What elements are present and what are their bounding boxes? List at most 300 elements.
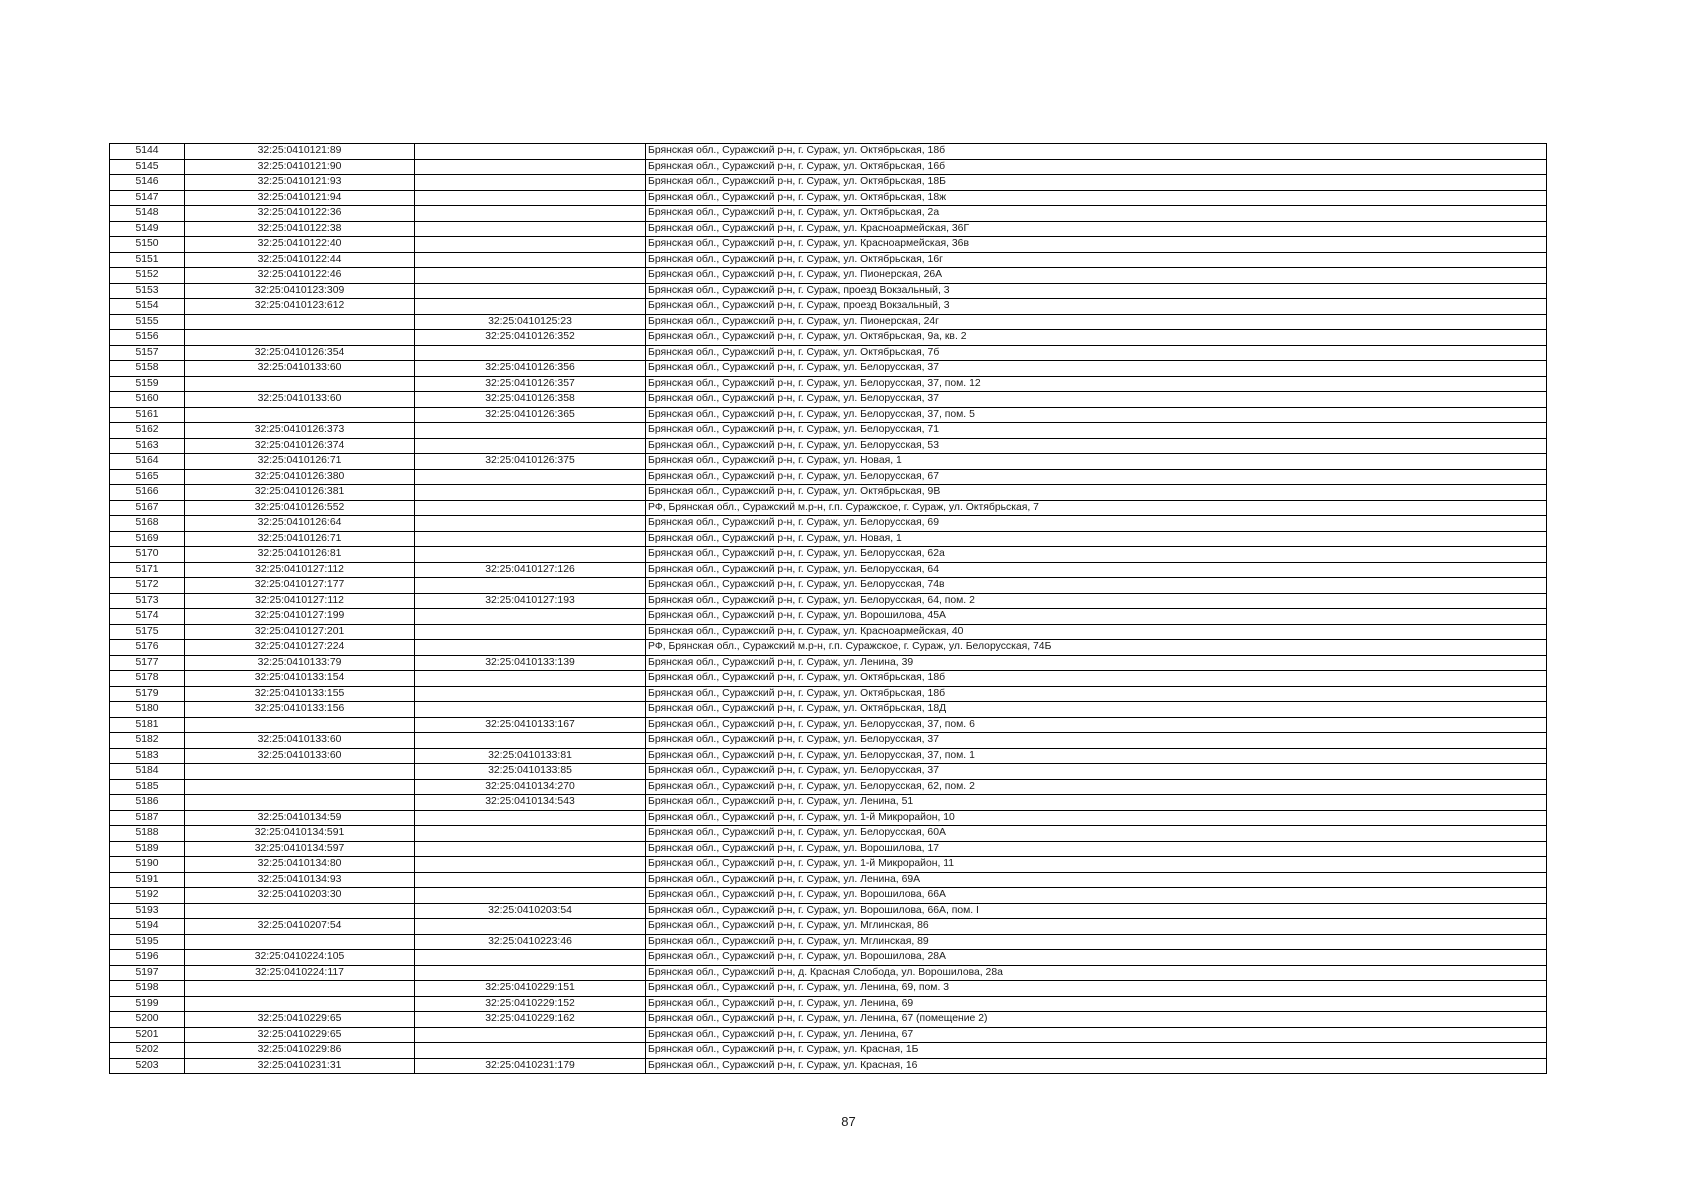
cadastral-number-cell: 32:25:0410126:81 [185, 547, 415, 563]
related-cadastral-number-cell: 32:25:0410127:126 [415, 562, 646, 578]
row-number-cell: 5196 [110, 950, 185, 966]
table-row [110, 981, 1547, 997]
row-number-cell: 5175 [110, 624, 185, 640]
related-cadastral-number-cell [415, 686, 646, 702]
table-row [110, 919, 1547, 935]
related-cadastral-number-cell [415, 159, 646, 175]
row-number-cell: 5156 [110, 330, 185, 346]
table-row [110, 624, 1547, 640]
table-body [110, 144, 1547, 1074]
address-cell: Брянская обл., Суражский р-н, г. Сураж, ул. 1-й Микрорайон, 11 [646, 857, 1547, 873]
cadastral-number-cell [185, 314, 415, 330]
related-cadastral-number-cell [415, 345, 646, 361]
table-row [110, 764, 1547, 780]
row-number-cell: 5182 [110, 733, 185, 749]
related-cadastral-number-cell [415, 516, 646, 532]
cadastral-number-cell: 32:25:0410126:71 [185, 454, 415, 470]
cadastral-number-cell: 32:25:0410134:80 [185, 857, 415, 873]
address-cell: Брянская обл., Суражский р-н, г. Сураж, ул. Октябрьская, 2а [646, 206, 1547, 222]
table-row [110, 965, 1547, 981]
related-cadastral-number-cell [415, 872, 646, 888]
related-cadastral-number-cell [415, 175, 646, 191]
related-cadastral-number-cell: 32:25:0410229:151 [415, 981, 646, 997]
table-row [110, 903, 1547, 919]
related-cadastral-number-cell [415, 500, 646, 516]
address-cell: Брянская обл., Суражский р-н, г. Сураж, ул. Белорусская, 64, пом. 2 [646, 593, 1547, 609]
cadastral-number-cell: 32:25:0410133:60 [185, 392, 415, 408]
row-number-cell: 5163 [110, 438, 185, 454]
row-number-cell: 5187 [110, 810, 185, 826]
related-cadastral-number-cell [415, 810, 646, 826]
table-row [110, 485, 1547, 501]
table-row [110, 779, 1547, 795]
address-cell: Брянская обл., Суражский р-н, г. Сураж, ул. Белорусская, 74в [646, 578, 1547, 594]
related-cadastral-number-cell [415, 268, 646, 284]
row-number-cell: 5198 [110, 981, 185, 997]
related-cadastral-number-cell [415, 950, 646, 966]
cadastral-number-cell: 32:25:0410127:224 [185, 640, 415, 656]
row-number-cell: 5177 [110, 655, 185, 671]
related-cadastral-number-cell: 32:25:0410134:270 [415, 779, 646, 795]
address-cell: Брянская обл., Суражский р-н, г. Сураж, ул. Пионерская, 26А [646, 268, 1547, 284]
related-cadastral-number-cell [415, 438, 646, 454]
related-cadastral-number-cell [415, 965, 646, 981]
related-cadastral-number-cell [415, 252, 646, 268]
cadastral-number-cell: 32:25:0410203:30 [185, 888, 415, 904]
related-cadastral-number-cell: 32:25:0410126:352 [415, 330, 646, 346]
address-cell: Брянская обл., Суражский р-н, г. Сураж, ул. Красноармейская, 36в [646, 237, 1547, 253]
row-number-cell: 5173 [110, 593, 185, 609]
related-cadastral-number-cell [415, 469, 646, 485]
table-row [110, 888, 1547, 904]
cadastral-number-cell [185, 795, 415, 811]
address-cell: Брянская обл., Суражский р-н, г. Сураж, ул. Новая, 1 [646, 454, 1547, 470]
cadastral-number-cell: 32:25:0410126:380 [185, 469, 415, 485]
cadastral-number-cell: 32:25:0410231:31 [185, 1058, 415, 1074]
related-cadastral-number-cell [415, 640, 646, 656]
address-cell: Брянская обл., Суражский р-н, г. Сураж, ул. Белорусская, 67 [646, 469, 1547, 485]
table-row [110, 531, 1547, 547]
row-number-cell: 5164 [110, 454, 185, 470]
row-number-cell: 5162 [110, 423, 185, 439]
cadastral-number-cell [185, 330, 415, 346]
cadastral-number-cell [185, 779, 415, 795]
cadastral-number-cell: 32:25:0410133:156 [185, 702, 415, 718]
address-cell: Брянская обл., Суражский р-н, г. Сураж, ул. Белорусская, 60А [646, 826, 1547, 842]
table-row [110, 392, 1547, 408]
address-cell: Брянская обл., Суражский р-н, г. Сураж, ул. Октябрьская, 16г [646, 252, 1547, 268]
row-number-cell: 5148 [110, 206, 185, 222]
row-number-cell: 5150 [110, 237, 185, 253]
row-number-cell: 5174 [110, 609, 185, 625]
cadastral-number-cell: 32:25:0410121:90 [185, 159, 415, 175]
row-number-cell: 5151 [110, 252, 185, 268]
table-row [110, 252, 1547, 268]
address-cell: Брянская обл., Суражский р-н, г. Сураж, ул. Ленина, 69А [646, 872, 1547, 888]
address-cell: Брянская обл., Суражский р-н, г. Сураж, ул. Ленина, 69, пом. 3 [646, 981, 1547, 997]
cadastral-number-cell: 32:25:0410224:117 [185, 965, 415, 981]
related-cadastral-number-cell [415, 531, 646, 547]
cadastral-number-cell [185, 407, 415, 423]
table-row [110, 934, 1547, 950]
address-cell: Брянская обл., Суражский р-н, г. Сураж, ул. Октябрьская, 16б [646, 159, 1547, 175]
address-cell: Брянская обл., Суражский р-н, г. Сураж, ул. Октябрьская, 9В [646, 485, 1547, 501]
row-number-cell: 5170 [110, 547, 185, 563]
cadastral-number-cell: 32:25:0410133:155 [185, 686, 415, 702]
related-cadastral-number-cell: 32:25:0410229:162 [415, 1012, 646, 1028]
page-number: 87 [841, 1114, 856, 1129]
address-cell: Брянская обл., Суражский р-н, г. Сураж, ул. Белорусская, 71 [646, 423, 1547, 439]
table-row [110, 841, 1547, 857]
related-cadastral-number-cell [415, 578, 646, 594]
address-cell: Брянская обл., Суражский р-н, г. Сураж, ул. Красная, 1Б [646, 1043, 1547, 1059]
row-number-cell: 5191 [110, 872, 185, 888]
address-cell: Брянская обл., Суражский р-н, г. Сураж, ул. Красная, 16 [646, 1058, 1547, 1074]
table-row [110, 299, 1547, 315]
address-cell: Брянская обл., Суражский р-н, г. Сураж, ул. Ленина, 67 [646, 1027, 1547, 1043]
table-row [110, 454, 1547, 470]
related-cadastral-number-cell [415, 547, 646, 563]
cadastral-number-cell: 32:25:0410133:60 [185, 733, 415, 749]
related-cadastral-number-cell [415, 485, 646, 501]
address-cell: Брянская обл., Суражский р-н, г. Сураж, ул. Ворошилова, 28А [646, 950, 1547, 966]
address-cell: Брянская обл., Суражский р-н, г. Сураж, ул. Ворошилова, 66А [646, 888, 1547, 904]
address-cell: Брянская обл., Суражский р-н, г. Сураж, ул. Белорусская, 64 [646, 562, 1547, 578]
address-cell: Брянская обл., Суражский р-н, г. Сураж, ул. Октябрьская, 18Д [646, 702, 1547, 718]
related-cadastral-number-cell [415, 841, 646, 857]
address-cell: Брянская обл., Суражский р-н, г. Сураж, ул. Мглинская, 86 [646, 919, 1547, 935]
row-number-cell: 5166 [110, 485, 185, 501]
address-cell: Брянская обл., Суражский р-н, г. Сураж, ул. Белорусская, 37 [646, 361, 1547, 377]
cadastral-number-cell: 32:25:0410224:105 [185, 950, 415, 966]
row-number-cell: 5147 [110, 190, 185, 206]
table-row [110, 1012, 1547, 1028]
row-number-cell: 5193 [110, 903, 185, 919]
related-cadastral-number-cell [415, 299, 646, 315]
table-row [110, 175, 1547, 191]
cadastral-number-cell: 32:25:0410134:59 [185, 810, 415, 826]
related-cadastral-number-cell: 32:25:0410125:23 [415, 314, 646, 330]
table-row [110, 996, 1547, 1012]
related-cadastral-number-cell [415, 423, 646, 439]
row-number-cell: 5176 [110, 640, 185, 656]
address-cell: Брянская обл., Суражский р-н, г. Сураж, ул. Новая, 1 [646, 531, 1547, 547]
related-cadastral-number-cell [415, 144, 646, 160]
cadastral-number-cell: 32:25:0410122:36 [185, 206, 415, 222]
address-cell: Брянская обл., Суражский р-н, г. Сураж, ул. Красноармейская, 40 [646, 624, 1547, 640]
address-cell: РФ, Брянская обл., Суражский м.р-н, г.п. Суражское, г. Сураж, ул. Октябрьская, 7 [646, 500, 1547, 516]
address-cell: Брянская обл., Суражский р-н, г. Сураж, ул. Октябрьская, 9а, кв. 2 [646, 330, 1547, 346]
cadastral-number-cell: 32:25:0410127:199 [185, 609, 415, 625]
related-cadastral-number-cell: 32:25:0410133:167 [415, 717, 646, 733]
row-number-cell: 5149 [110, 221, 185, 237]
table-row [110, 1043, 1547, 1059]
related-cadastral-number-cell: 32:25:0410133:81 [415, 748, 646, 764]
table-row [110, 702, 1547, 718]
cadastral-number-cell: 32:25:0410123:612 [185, 299, 415, 315]
table-row [110, 810, 1547, 826]
row-number-cell: 5202 [110, 1043, 185, 1059]
address-cell: Брянская обл., Суражский р-н, г. Сураж, ул. Ленина, 39 [646, 655, 1547, 671]
row-number-cell: 5185 [110, 779, 185, 795]
row-number-cell: 5144 [110, 144, 185, 160]
row-number-cell: 5194 [110, 919, 185, 935]
related-cadastral-number-cell [415, 857, 646, 873]
cadastral-number-cell: 32:25:0410122:44 [185, 252, 415, 268]
related-cadastral-number-cell [415, 221, 646, 237]
cadastral-number-cell: 32:25:0410126:374 [185, 438, 415, 454]
related-cadastral-number-cell [415, 609, 646, 625]
table-row [110, 283, 1547, 299]
address-cell: Брянская обл., Суражский р-н, г. Сураж, ул. Белорусская, 37, пом. 12 [646, 376, 1547, 392]
cadastral-number-cell: 32:25:0410126:71 [185, 531, 415, 547]
related-cadastral-number-cell: 32:25:0410134:543 [415, 795, 646, 811]
table-row [110, 717, 1547, 733]
cadastral-number-cell: 32:25:0410133:60 [185, 748, 415, 764]
related-cadastral-number-cell [415, 733, 646, 749]
cadastral-number-cell: 32:25:0410127:201 [185, 624, 415, 640]
address-cell: Брянская обл., Суражский р-н, г. Сураж, ул. 1-й Микрорайон, 10 [646, 810, 1547, 826]
row-number-cell: 5169 [110, 531, 185, 547]
related-cadastral-number-cell: 32:25:0410126:365 [415, 407, 646, 423]
cadastral-number-cell: 32:25:0410207:54 [185, 919, 415, 935]
related-cadastral-number-cell [415, 826, 646, 842]
address-cell: Брянская обл., Суражский р-н, г. Сураж, ул. Октябрьская, 18б [646, 686, 1547, 702]
table-row [110, 609, 1547, 625]
row-number-cell: 5195 [110, 934, 185, 950]
table-row [110, 407, 1547, 423]
row-number-cell: 5171 [110, 562, 185, 578]
cadastral-number-cell: 32:25:0410134:597 [185, 841, 415, 857]
related-cadastral-number-cell: 32:25:0410126:357 [415, 376, 646, 392]
property-register-table [109, 143, 1547, 1074]
cadastral-number-cell: 32:25:0410122:38 [185, 221, 415, 237]
row-number-cell: 5201 [110, 1027, 185, 1043]
cadastral-number-cell: 32:25:0410229:65 [185, 1027, 415, 1043]
related-cadastral-number-cell [415, 190, 646, 206]
address-cell: Брянская обл., Суражский р-н, г. Сураж, ул. Ворошилова, 45А [646, 609, 1547, 625]
address-cell: Брянская обл., Суражский р-н, г. Сураж, ул. Мглинская, 89 [646, 934, 1547, 950]
address-cell: Брянская обл., Суражский р-н, г. Сураж, ул. Белорусская, 37, пом. 5 [646, 407, 1547, 423]
related-cadastral-number-cell [415, 624, 646, 640]
row-number-cell: 5203 [110, 1058, 185, 1074]
table-row [110, 640, 1547, 656]
related-cadastral-number-cell [415, 1043, 646, 1059]
table-row [110, 500, 1547, 516]
row-number-cell: 5161 [110, 407, 185, 423]
cadastral-number-cell: 32:25:0410134:591 [185, 826, 415, 842]
table-row [110, 1027, 1547, 1043]
row-number-cell: 5160 [110, 392, 185, 408]
address-cell: Брянская обл., Суражский р-н, г. Сураж, ул. Белорусская, 53 [646, 438, 1547, 454]
table-row [110, 593, 1547, 609]
cadastral-number-cell: 32:25:0410133:154 [185, 671, 415, 687]
related-cadastral-number-cell: 32:25:0410223:46 [415, 934, 646, 950]
related-cadastral-number-cell: 32:25:0410126:375 [415, 454, 646, 470]
table-row [110, 547, 1547, 563]
cadastral-number-cell: 32:25:0410126:552 [185, 500, 415, 516]
related-cadastral-number-cell [415, 702, 646, 718]
address-cell: Брянская обл., Суражский р-н, г. Сураж, ул. Октябрьская, 7б [646, 345, 1547, 361]
cadastral-number-cell: 32:25:0410126:373 [185, 423, 415, 439]
table-row [110, 268, 1547, 284]
row-number-cell: 5188 [110, 826, 185, 842]
address-cell: Брянская обл., Суражский р-н, г. Сураж, ул. Ленина, 67 (помещение 2) [646, 1012, 1547, 1028]
row-number-cell: 5189 [110, 841, 185, 857]
address-cell: Брянская обл., Суражский р-н, г. Сураж, ул. Белорусская, 37 [646, 392, 1547, 408]
cadastral-number-cell [185, 981, 415, 997]
table-row [110, 190, 1547, 206]
address-cell: Брянская обл., Суражский р-н, г. Сураж, ул. Белорусская, 62, пом. 2 [646, 779, 1547, 795]
cadastral-number-cell [185, 996, 415, 1012]
cadastral-number-cell: 32:25:0410121:89 [185, 144, 415, 160]
cadastral-number-cell: 32:25:0410122:46 [185, 268, 415, 284]
cadastral-number-cell: 32:25:0410126:64 [185, 516, 415, 532]
row-number-cell: 5159 [110, 376, 185, 392]
cadastral-number-cell: 32:25:0410126:381 [185, 485, 415, 501]
table-row [110, 438, 1547, 454]
address-cell: Брянская обл., Суражский р-н, г. Сураж, ул. Белорусская, 69 [646, 516, 1547, 532]
cadastral-number-cell: 32:25:0410121:93 [185, 175, 415, 191]
table-row [110, 221, 1547, 237]
address-cell: Брянская обл., Суражский р-н, г. Сураж, ул. Пионерская, 24г [646, 314, 1547, 330]
cadastral-number-cell: 32:25:0410127:177 [185, 578, 415, 594]
row-number-cell: 5199 [110, 996, 185, 1012]
table-row [110, 826, 1547, 842]
related-cadastral-number-cell: 32:25:0410229:152 [415, 996, 646, 1012]
row-number-cell: 5165 [110, 469, 185, 485]
row-number-cell: 5168 [110, 516, 185, 532]
row-number-cell: 5197 [110, 965, 185, 981]
related-cadastral-number-cell: 32:25:0410133:85 [415, 764, 646, 780]
cadastral-number-cell: 32:25:0410133:60 [185, 361, 415, 377]
cadastral-number-cell [185, 717, 415, 733]
row-number-cell: 5157 [110, 345, 185, 361]
row-number-cell: 5180 [110, 702, 185, 718]
row-number-cell: 5146 [110, 175, 185, 191]
table-row [110, 237, 1547, 253]
table-row [110, 345, 1547, 361]
related-cadastral-number-cell: 32:25:0410231:179 [415, 1058, 646, 1074]
address-cell: Брянская обл., Суражский р-н, г. Сураж, ул. Белорусская, 37 [646, 733, 1547, 749]
related-cadastral-number-cell: 32:25:0410133:139 [415, 655, 646, 671]
address-cell: Брянская обл., Суражский р-н, д. Красная Слобода, ул. Ворошилова, 28а [646, 965, 1547, 981]
cadastral-number-cell: 32:25:0410121:94 [185, 190, 415, 206]
address-cell: Брянская обл., Суражский р-н, г. Сураж, ул. Ворошилова, 17 [646, 841, 1547, 857]
cadastral-number-cell: 32:25:0410123:309 [185, 283, 415, 299]
table-row [110, 795, 1547, 811]
address-cell: Брянская обл., Суражский р-н, г. Сураж, ул. Ворошилова, 66А, пом. I [646, 903, 1547, 919]
table-row [110, 144, 1547, 160]
cadastral-number-cell: 32:25:0410134:93 [185, 872, 415, 888]
address-cell: Брянская обл., Суражский р-н, г. Сураж, ул. Белорусская, 62а [646, 547, 1547, 563]
address-cell: Брянская обл., Суражский р-н, г. Сураж, ул. Октябрьская, 18Б [646, 175, 1547, 191]
row-number-cell: 5178 [110, 671, 185, 687]
related-cadastral-number-cell [415, 888, 646, 904]
table-row [110, 671, 1547, 687]
related-cadastral-number-cell [415, 206, 646, 222]
table-row [110, 655, 1547, 671]
address-cell: Брянская обл., Суражский р-н, г. Сураж, ул. Белорусская, 37 [646, 764, 1547, 780]
row-number-cell: 5183 [110, 748, 185, 764]
address-cell: РФ, Брянская обл., Суражский м.р-н, г.п. Суражское, г. Сураж, ул. Белорусская, 74Б [646, 640, 1547, 656]
row-number-cell: 5186 [110, 795, 185, 811]
table-row [110, 1058, 1547, 1074]
table-row [110, 330, 1547, 346]
row-number-cell: 5152 [110, 268, 185, 284]
table-row [110, 423, 1547, 439]
cadastral-number-cell: 32:25:0410127:112 [185, 562, 415, 578]
row-number-cell: 5167 [110, 500, 185, 516]
related-cadastral-number-cell [415, 283, 646, 299]
table-row [110, 562, 1547, 578]
related-cadastral-number-cell [415, 919, 646, 935]
row-number-cell: 5190 [110, 857, 185, 873]
row-number-cell: 5192 [110, 888, 185, 904]
address-cell: Брянская обл., Суражский р-н, г. Сураж, ул. Красноармейская, 36Г [646, 221, 1547, 237]
address-cell: Брянская обл., Суражский р-н, г. Сураж, ул. Октябрьская, 18б [646, 144, 1547, 160]
related-cadastral-number-cell: 32:25:0410127:193 [415, 593, 646, 609]
table-row [110, 159, 1547, 175]
related-cadastral-number-cell [415, 1027, 646, 1043]
row-number-cell: 5184 [110, 764, 185, 780]
address-cell: Брянская обл., Суражский р-н, г. Сураж, ул. Ленина, 51 [646, 795, 1547, 811]
table-row [110, 516, 1547, 532]
table-row [110, 733, 1547, 749]
row-number-cell: 5158 [110, 361, 185, 377]
related-cadastral-number-cell [415, 671, 646, 687]
table-row [110, 361, 1547, 377]
row-number-cell: 5181 [110, 717, 185, 733]
table-row [110, 376, 1547, 392]
row-number-cell: 5200 [110, 1012, 185, 1028]
table-row [110, 686, 1547, 702]
cadastral-number-cell: 32:25:0410126:354 [185, 345, 415, 361]
table-row [110, 872, 1547, 888]
row-number-cell: 5155 [110, 314, 185, 330]
address-cell: Брянская обл., Суражский р-н, г. Сураж, ул. Октябрьская, 18б [646, 671, 1547, 687]
table-row [110, 314, 1547, 330]
cadastral-number-cell [185, 903, 415, 919]
table-row [110, 578, 1547, 594]
row-number-cell: 5179 [110, 686, 185, 702]
cadastral-number-cell: 32:25:0410229:65 [185, 1012, 415, 1028]
related-cadastral-number-cell: 32:25:0410203:54 [415, 903, 646, 919]
cadastral-number-cell: 32:25:0410127:112 [185, 593, 415, 609]
related-cadastral-number-cell: 32:25:0410126:356 [415, 361, 646, 377]
table-row [110, 857, 1547, 873]
cadastral-number-cell [185, 934, 415, 950]
cadastral-number-cell [185, 764, 415, 780]
related-cadastral-number-cell [415, 237, 646, 253]
table-row [110, 748, 1547, 764]
address-cell: Брянская обл., Суражский р-н, г. Сураж, ул. Ленина, 69 [646, 996, 1547, 1012]
table-row [110, 206, 1547, 222]
address-cell: Брянская обл., Суражский р-н, г. Сураж, проезд Вокзальный, 3 [646, 299, 1547, 315]
cadastral-number-cell: 32:25:0410122:40 [185, 237, 415, 253]
row-number-cell: 5154 [110, 299, 185, 315]
cadastral-number-cell: 32:25:0410229:86 [185, 1043, 415, 1059]
table-row [110, 469, 1547, 485]
address-cell: Брянская обл., Суражский р-н, г. Сураж, проезд Вокзальный, 3 [646, 283, 1547, 299]
table-row [110, 950, 1547, 966]
row-number-cell: 5145 [110, 159, 185, 175]
cadastral-number-cell [185, 376, 415, 392]
related-cadastral-number-cell: 32:25:0410126:358 [415, 392, 646, 408]
address-cell: Брянская обл., Суражский р-н, г. Сураж, ул. Октябрьская, 18ж [646, 190, 1547, 206]
row-number-cell: 5172 [110, 578, 185, 594]
row-number-cell: 5153 [110, 283, 185, 299]
